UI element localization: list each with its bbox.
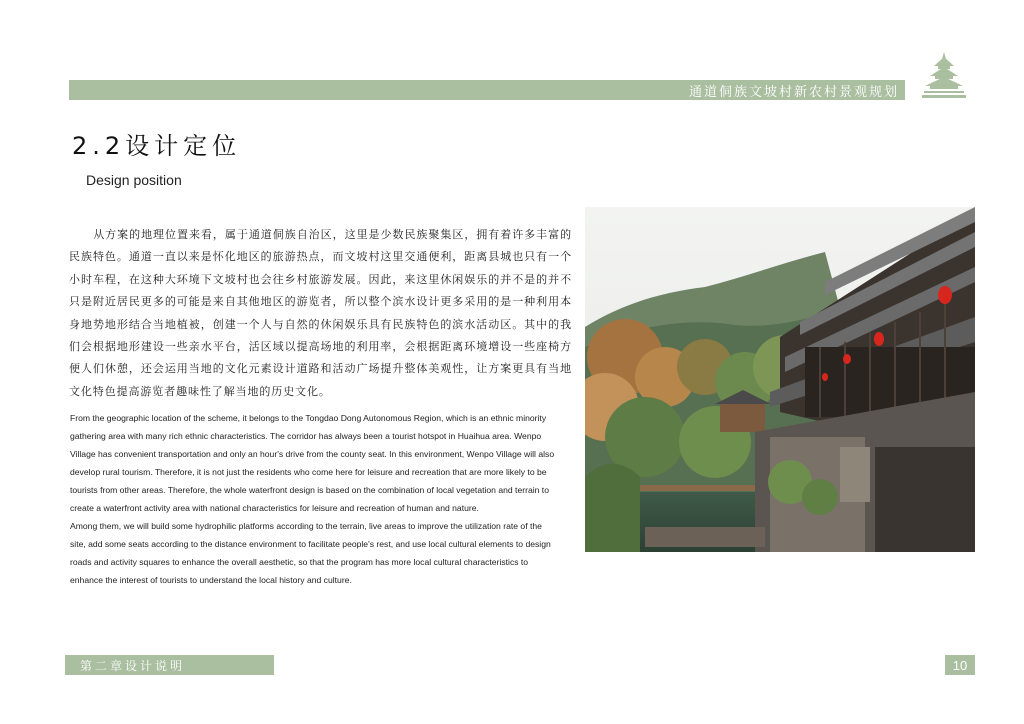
page-number: 10: [952, 658, 968, 673]
wind-and-rain-bridge-photo: [585, 207, 975, 552]
page-number-box: [945, 655, 975, 675]
project-title: 通道侗族文坡村新农村景观规划: [688, 85, 899, 100]
drum-tower-logo-icon: [918, 50, 970, 102]
header-band: [69, 80, 905, 100]
section-heading-cn: 2.2设计定位: [72, 132, 242, 160]
section-heading-en: Design position: [86, 172, 182, 188]
body-paragraph-cn: 从方案的地理位置来看，属于通道侗族自治区，这里是少数民族聚集区，拥有着许多丰富的民族特色。通道一直以来是怀化地区的旅游热点，而文坡村这里交通便利，距离县城也只有一个小时车程，在这种大环境下文坡村也会往乡村旅游发展。因此，来这里休闲娱乐的并不是的并不只是附近居民更多的可能是来自其他地区的游览者，所以整个滨水设计更多采用的是一种利用本身地势地形结合当地植被，创建一个人与自然的休闲娱乐具有民族特色的滨水活动区。其中的我们会根据地形建设一些亲水平台，活区域以提高场地的利用率，会根据距离环境增设一些座椅方便人们休憩，还会运用当地的文化元素设计道路和活动广场提升整体美观性，让方案更具有当地文化特色提高游览者趣味性了解当地的历史文化。: [69, 228, 572, 398]
footer-band: [65, 655, 274, 675]
body-paragraph-en: From the geographic location of the scheme, it belongs to the Tongdao Dong Autonomous Region, which is an ethnic minority gathering area with many rich ethnic characteristics. The corridor has always been a tourist hotspot in Huaihua area. Wenpo Village has convenient transportation and only an hour's drive from the county seat. In this environment, Wenpo Village will also develop rural tourism. Therefore, it is not just the residents who come here for leisure and recreation that are more likely to be tourists from other areas. Therefore, the whole waterfront design is based on the combination of local vegetation and terrain to create a waterfront activity area with national characteristics for leisure and recreation of human and nature. Among them, we will build some hydrophilic platforms according to the terrain, live areas to improve the utilization rate of the site, add some seats according to the distance environment to facilitate people's rest, and use local cultural elements to design roads and activity squares to enhance the overall aesthetic, so that the program has more local cultural characteristics to enhance the interest of tourists to understand the local history and culture.: [70, 413, 555, 585]
chapter-label: 第二章设计说明: [80, 659, 186, 673]
